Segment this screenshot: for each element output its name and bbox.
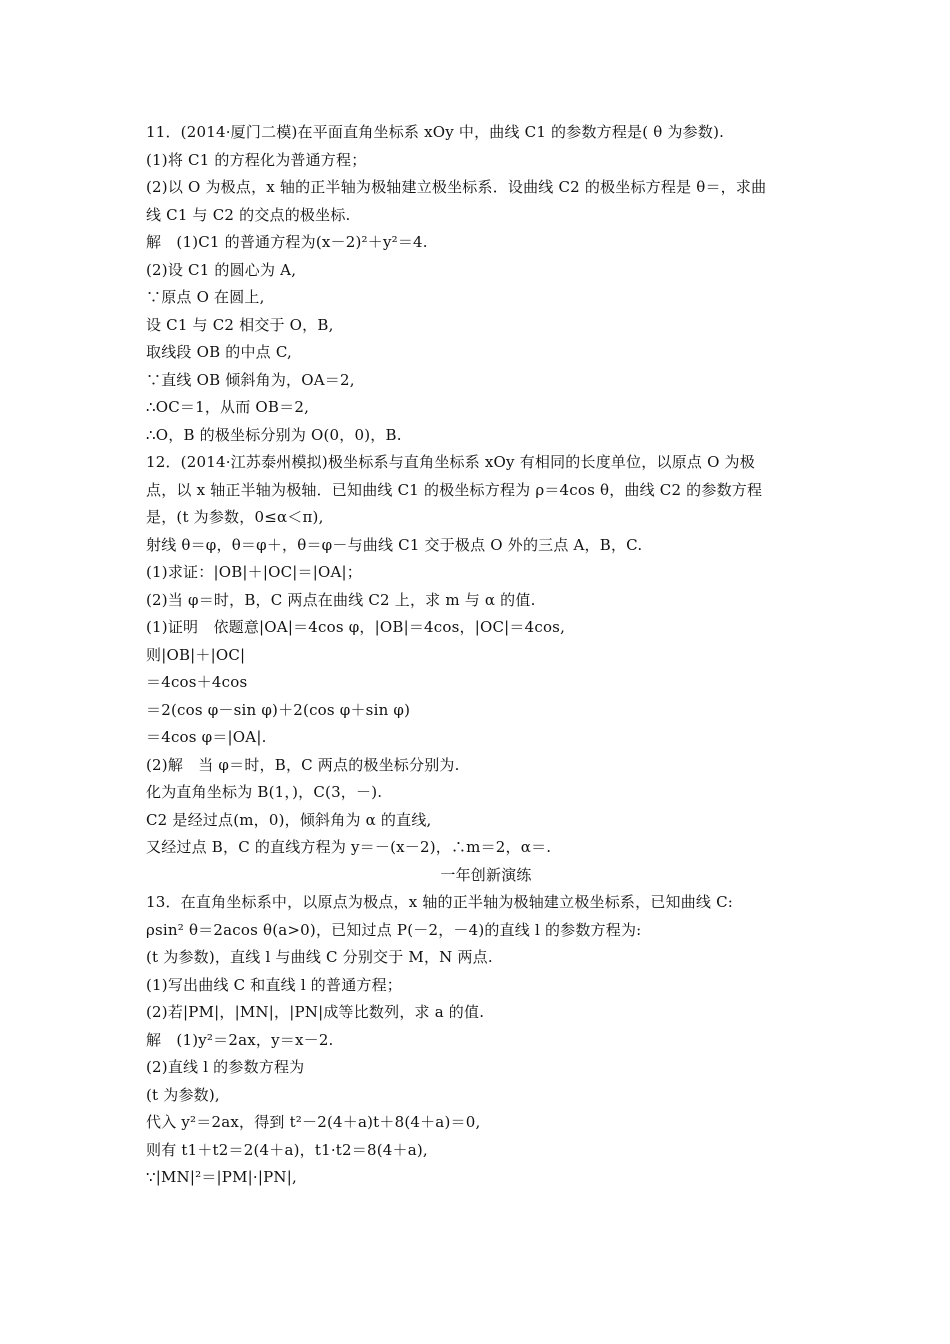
problem-13-statement-cont: (t 为参数)，直线 l 与曲线 C 分别交于 M，N 两点. bbox=[146, 948, 493, 966]
problem-11-part-2-cont: 线 C1 与 C2 的交点的极坐标. bbox=[146, 205, 351, 224]
solution-12-line: ＝2(cos φ－sin φ)＋2(cos φ＋sin φ) bbox=[146, 700, 411, 719]
document-page bbox=[146, 119, 826, 1192]
solution-13-line: ∵|MN|²＝|PM|·|PN|, bbox=[146, 1168, 297, 1186]
solution-12-line: (2)解 当 φ＝时，B，C 两点的极坐标分别为. bbox=[146, 755, 460, 774]
solution-12-line: 又经过点 B，C 的直线方程为 y＝－(x－2)，∴m＝2，α＝. bbox=[146, 838, 552, 856]
solution-13-line: 则有 t1＋t2＝2(4＋a)，t1·t2＝8(4＋a), bbox=[146, 1140, 428, 1159]
solution-11-line: ∵原点 O 在圆上, bbox=[146, 288, 265, 306]
solution-12-line: (1)证明 依题意|OA|＝4cos φ，|OB|＝4cos，|OC|＝4cos, bbox=[146, 618, 566, 636]
problem-11-statement: 11．(2014·厦门二模)在平面直角坐标系 xOy 中，曲线 C1 的参数方程是( θ 为参数). bbox=[146, 123, 725, 141]
solution-11-line: 取线段 OB 的中点 C, bbox=[146, 343, 292, 361]
solution-11-line: (2)设 C1 的圆心为 A, bbox=[146, 260, 297, 279]
solution-13-line: (2)直线 l 的参数方程为 bbox=[146, 1058, 305, 1076]
solution-12-line: C2 是经过点(m，0)，倾斜角为 α 的直线, bbox=[146, 810, 432, 829]
problem-12-statement-cont: 是，(t 为参数，0≤α＜π), bbox=[146, 508, 324, 526]
solution-13-line: 解 (1)y²＝2ax，y＝x－2. bbox=[146, 1030, 334, 1049]
problem-13-part-1: (1)写出曲线 C 和直线 l 的普通方程； bbox=[146, 975, 402, 994]
problem-12-statement: 12．(2014·江苏泰州模拟)极坐标系与直角坐标系 xOy 有相同的长度单位，以原点 O 为极 bbox=[146, 453, 755, 471]
solution-11-line: 解 (1)C1 的普通方程为(x－2)²＋y²＝4. bbox=[146, 233, 428, 251]
problem-12-statement-cont: 点，以 x 轴正半轴为极轴．已知曲线 C1 的极坐标方程为 ρ＝4cos θ，曲线 C2 的参数方程 bbox=[146, 480, 763, 499]
solution-12-line: 则|OB|＋|OC| bbox=[146, 645, 246, 664]
problem-12-part-2: (2)当 φ＝时，B，C 两点在曲线 C2 上，求 m 与 α 的值. bbox=[146, 590, 536, 609]
problem-12-statement-cont: 射线 θ＝φ，θ＝φ＋，θ＝φ－与曲线 C1 交于极点 O 外的三点 A，B，C. bbox=[146, 535, 643, 554]
problem-11-part-1: (1)将 C1 的方程化为普通方程； bbox=[146, 150, 367, 169]
solution-11-line: ∴OC＝1，从而 OB＝2, bbox=[146, 398, 310, 416]
problem-11-part-2: (2)以 O 为极点，x 轴的正半轴为极轴建立极坐标系．设曲线 C2 的极坐标方程是 θ＝，求曲 bbox=[146, 178, 767, 196]
solution-12-line: 化为直角坐标为 B(1，)，C(3，－). bbox=[146, 783, 383, 801]
solution-11-line: ∴O，B 的极坐标分别为 O(0，0)，B. bbox=[146, 425, 402, 444]
solution-11-line: 设 C1 与 C2 相交于 O，B, bbox=[146, 315, 334, 334]
solution-12-line: ＝4cos＋4cos bbox=[146, 673, 248, 691]
solution-11-line: ∵直线 OB 倾斜角为，OA＝2, bbox=[146, 370, 355, 389]
solution-13-line: (t 为参数), bbox=[146, 1085, 220, 1104]
solution-12-line: ＝4cos φ＝|OA|. bbox=[146, 728, 267, 746]
section-heading: 一年创新演练 bbox=[440, 865, 532, 884]
problem-13-part-2: (2)若|PM|，|MN|，|PN|成等比数列，求 a 的值. bbox=[146, 1003, 485, 1021]
problem-13-statement: 13．在直角坐标系中，以原点为极点，x 轴的正半轴为极轴建立极坐标系，已知曲线 C: bbox=[146, 893, 734, 911]
problem-13-statement-cont: ρsin² θ＝2acos θ(a>0)，已知过点 P(－2，－4)的直线 l 的参数方程为: bbox=[146, 920, 642, 939]
solution-13-line: 代入 y²＝2ax，得到 t²－2(4＋a)t＋8(4＋a)＝0, bbox=[146, 1113, 481, 1131]
problem-12-part-1: (1)求证：|OB|＋|OC|＝|OA|； bbox=[146, 563, 362, 581]
